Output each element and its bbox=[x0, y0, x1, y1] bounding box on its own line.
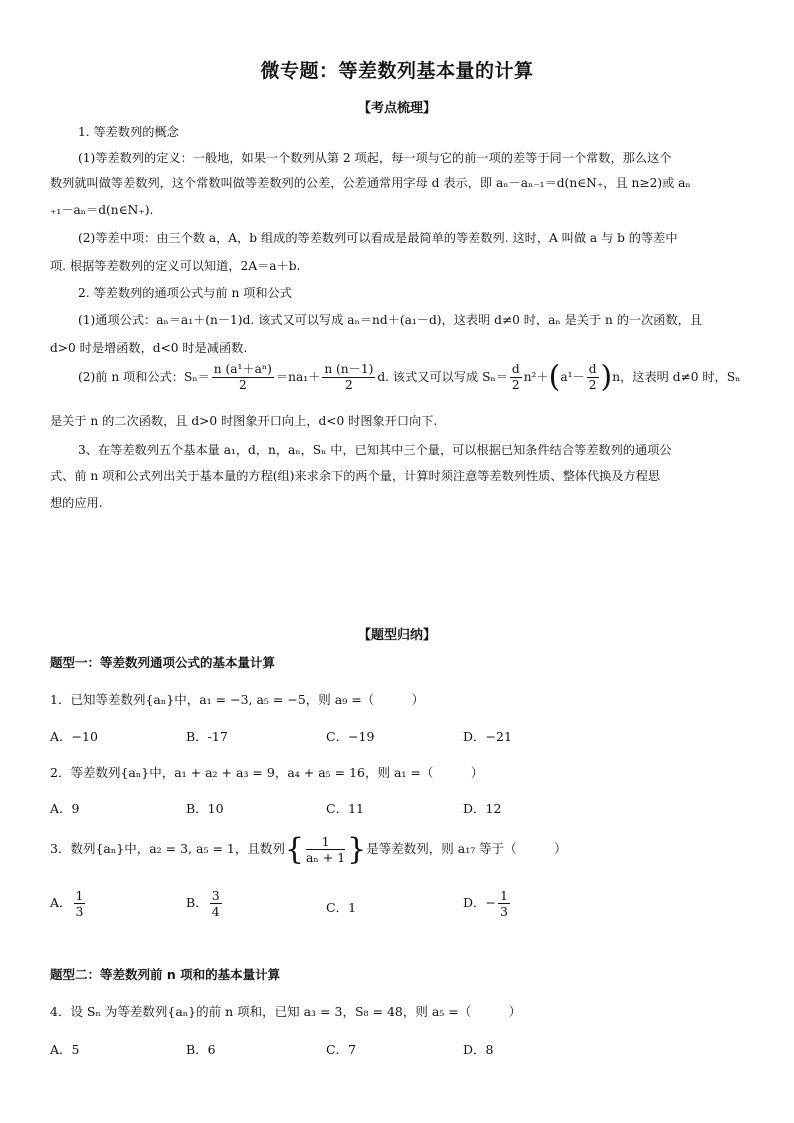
question-4: 4．设 Sₙ 为等差数列{aₙ}的前 n 项和，已知 a₃ = 3，S₈ = 48，则 a₅ =（ ） bbox=[50, 1004, 522, 1019]
q4-option-d[interactable]: D．8 bbox=[463, 1042, 494, 1057]
sum-fraction-4-denominator: 2 bbox=[588, 378, 597, 392]
definition-line-2: 数列就叫做等差数列，这个常数叫做等差数列的公差，公差通常用字母 d 表示，即 aₙ－aₙ₋₁＝d(n∈N₊，且 n≥2)或 aₙ bbox=[50, 176, 691, 190]
q3-option-d-fraction bbox=[498, 888, 510, 919]
q3-option-a-fraction bbox=[74, 888, 86, 919]
question-3-suffix: 是等差数列，则 a₁₇ 等于（ ） bbox=[366, 841, 567, 856]
q3-option-b-numerator: 3 bbox=[211, 888, 220, 903]
definition-line-3: ₊₁－aₙ＝d(n∈N₊). bbox=[50, 203, 154, 217]
basic-quantities-line-3: 想的应用. bbox=[50, 496, 103, 510]
sum-fraction-2-denominator: 2 bbox=[344, 378, 353, 392]
concept-heading: 1. 等差数列的概念 bbox=[78, 125, 179, 139]
question-2: 2．等差数列{aₙ}中，a₁ + a₂ + a₃ = 9，a₄ + a₅ = 16，则 a₁ =（ ） bbox=[50, 765, 484, 780]
general-term-line-1: (1)通项公式：aₙ＝a₁＋(n－1)d. 该式又可以写成 aₙ＝nd＋(a₁－d)，这表明 d≠0 时，aₙ 是关于 n 的一次函数，且 bbox=[78, 313, 703, 327]
q4-option-b[interactable]: B．6 bbox=[186, 1042, 216, 1057]
q3-option-c[interactable]: C．1 bbox=[326, 900, 357, 915]
left-paren: ( bbox=[548, 359, 561, 395]
sum-formula-line-2: 是关于 n 的二次函数，且 d>0 时图象开口向上，d<0 时图象开口向下. bbox=[50, 414, 438, 428]
sum-fraction-3 bbox=[510, 362, 522, 393]
q3-option-a-denominator: 3 bbox=[75, 904, 84, 919]
basic-quantities-line-2: 式、前 n 项和公式列出关于基本量的方程(组)来求余下的两个量，计算时须注意等差数列性质、整体代换及方程思 bbox=[50, 469, 661, 483]
q3-option-a-numerator: 1 bbox=[75, 888, 84, 903]
q2-option-b[interactable]: B．10 bbox=[186, 801, 224, 816]
sum-formula-tail: n，这表明 d≠0 时，Sₙ bbox=[612, 370, 741, 384]
right-paren: ) bbox=[600, 359, 613, 395]
question-3-fraction-numerator: 1 bbox=[306, 834, 345, 850]
question-3-prefix: 3．数列{aₙ}中，a₂ = 3, a₅ = 1，且数列 bbox=[50, 841, 285, 856]
sum-fraction-1 bbox=[212, 362, 274, 393]
question-1: 1．已知等差数列{aₙ}中，a₁ = −3, a₅ = −5，则 a₉ =（ ） bbox=[50, 692, 425, 707]
q3-option-b-label: B． bbox=[186, 895, 208, 910]
q2-option-a[interactable]: A．9 bbox=[50, 801, 80, 816]
q3-option-a[interactable] bbox=[50, 888, 87, 919]
q3-option-d[interactable] bbox=[463, 888, 512, 919]
sum-fraction-3-numerator: d bbox=[511, 362, 520, 376]
q1-option-c[interactable]: C．−19 bbox=[326, 729, 375, 744]
q1-option-b[interactable]: B．-17 bbox=[186, 729, 228, 744]
sum-formula-middle: ＝na₁＋ bbox=[275, 370, 321, 384]
q2-option-d[interactable]: D．12 bbox=[463, 801, 502, 816]
q4-option-a[interactable]: A．5 bbox=[50, 1042, 80, 1057]
q3-option-d-numerator: 1 bbox=[500, 888, 508, 903]
sum-formula-text: d. 该式又可以写成 Sₙ＝ bbox=[377, 370, 508, 384]
sum-formula-line bbox=[78, 359, 741, 395]
q3-option-d-denominator: 3 bbox=[500, 904, 508, 919]
type-one-heading: 题型一：等差数列通项公式的基本量计算 bbox=[50, 655, 276, 670]
section-heading-key-points: 【考点梳理】 bbox=[357, 101, 436, 116]
q4-option-c[interactable]: C．7 bbox=[326, 1042, 357, 1057]
sum-formula-paren-text: a¹－ bbox=[560, 370, 585, 384]
q3-option-a-label: A． bbox=[50, 895, 72, 910]
general-term-line-2: d>0 时是增函数，d<0 时是减函数. bbox=[50, 341, 248, 355]
q2-option-c[interactable]: C．11 bbox=[326, 801, 364, 816]
middle-term-line-2: 项. 根据等差数列的定义可以知道，2A＝a＋b. bbox=[50, 259, 301, 273]
q3-option-b-denominator: 4 bbox=[211, 904, 220, 919]
sum-fraction-3-denominator: 2 bbox=[511, 378, 520, 392]
sum-formula-prefix: (2)前 n 项和公式：Sₙ＝ bbox=[78, 370, 210, 384]
basic-quantities-line-1: 3、在等差数列五个基本量 a₁，d，n，aₙ，Sₙ 中，已知其中三个量，可以根据已知条件结合等差数列的通项公 bbox=[78, 443, 672, 457]
section-heading-question-types: 【题型归纳】 bbox=[357, 628, 436, 643]
middle-term-line-1: (2)等差中项：由三个数 a，A，b 组成的等差数列可以看成是最简单的等差数列. 这时，A 叫做 a 与 b 的等差中 bbox=[78, 231, 678, 245]
sum-fraction-1-numerator: n (a¹＋aⁿ) bbox=[213, 362, 272, 376]
question-3 bbox=[50, 832, 567, 867]
sum-fraction-2-numerator: n (n－1) bbox=[324, 362, 374, 376]
right-brace: } bbox=[347, 832, 367, 867]
question-3-fraction-denominator: aₙ + 1 bbox=[305, 850, 346, 865]
q3-option-b-fraction bbox=[210, 888, 222, 919]
q1-option-a[interactable]: A．−10 bbox=[50, 729, 98, 744]
left-brace: { bbox=[284, 832, 304, 867]
q1-option-d[interactable]: D．−21 bbox=[463, 729, 512, 744]
q3-option-b[interactable] bbox=[186, 888, 224, 919]
sum-fraction-1-denominator: 2 bbox=[238, 378, 247, 392]
sum-fraction-2 bbox=[322, 362, 375, 393]
page-title: 微专题：等差数列基本量的计算 bbox=[260, 60, 534, 82]
q3-option-d-label: D．− bbox=[463, 895, 496, 910]
type-two-heading: 题型二：等差数列前 n 项和的基本量计算 bbox=[50, 967, 281, 982]
definition-line-1: (1)等差数列的定义：一般地，如果一个数列从第 2 项起，每一项与它的前一项的差等于同一个常数，那么这个 bbox=[78, 151, 672, 165]
sum-formula-n-squared: n²＋ bbox=[523, 370, 549, 384]
formula-heading: 2. 等差数列的通项公式与前 n 项和公式 bbox=[78, 286, 292, 300]
sum-fraction-4-numerator: d bbox=[588, 362, 597, 376]
sum-fraction-4 bbox=[587, 362, 599, 393]
question-3-fraction bbox=[306, 834, 345, 865]
